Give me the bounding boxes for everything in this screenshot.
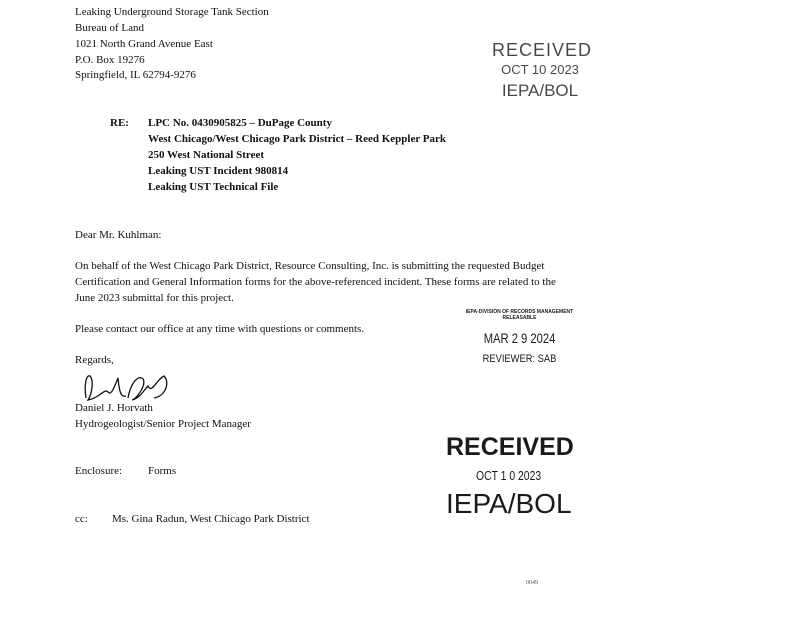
address-line: Leaking Underground Storage Tank Section (75, 6, 269, 18)
address-line: 1021 North Grand Avenue East (75, 38, 213, 50)
cc-label: cc: (75, 513, 88, 525)
address-line: P.O. Box 19276 (75, 54, 145, 66)
cc-value: Ms. Gina Radun, West Chicago Park District (112, 513, 310, 525)
stamp-office-text: IEPA/BOL (446, 488, 572, 519)
salutation: Dear Mr. Kuhlman: (75, 229, 162, 241)
signer-title: Hydrogeologist/Senior Project Manager (75, 418, 251, 430)
review-stamp-header: IEPA-DIVISION OF RECORDS MANAGEMENT (465, 309, 574, 315)
body-paragraph: On behalf of the West Chicago Park District, Resource Consulting, Inc. is submitting the requested Budget Certification and General Information forms for the above-referenced incident. These forms are related to the June 2023 submittal for this project. (75, 260, 556, 304)
stamp-date-text: OCT 1 0 2023 (476, 468, 542, 483)
re-label: RE: (110, 117, 129, 129)
signer-name: Daniel J. Horvath (75, 402, 153, 414)
re-line: West Chicago/West Chicago Park District – Reed Keppler Park (148, 133, 446, 145)
address-line: Bureau of Land (75, 22, 145, 34)
stamp-office-text: IEPA/BOL (501, 81, 579, 100)
enclosure-value: Forms (148, 465, 177, 477)
re-line: Leaking UST Technical File (148, 181, 279, 193)
received-stamp-top (492, 40, 593, 102)
page-mark: 0049 (526, 580, 538, 586)
contact-paragraph: Please contact our office at any time with questions or comments. (75, 323, 365, 335)
enclosure-label: Enclosure: (75, 465, 123, 477)
stamp-received-text: RECEIVED (446, 433, 574, 461)
review-stamp-subheader: RELEASABLE (502, 315, 537, 321)
received-stamp-bottom (446, 432, 581, 520)
re-line: Leaking UST Incident 980814 (148, 165, 289, 177)
stamp-received-text: RECEIVED (492, 40, 593, 60)
re-line: 250 West National Street (148, 149, 264, 161)
closing: Regards, (75, 354, 114, 366)
review-stamp-date: MAR 2 9 2024 (483, 330, 556, 346)
stamp-date-text: OCT 10 2023 (501, 62, 579, 77)
address-line: Springfield, IL 62794-9276 (75, 69, 196, 81)
re-line: LPC No. 0430905825 – DuPage County (148, 117, 332, 129)
review-stamp (452, 309, 587, 367)
review-stamp-reviewer: REVIEWER: SAB (482, 353, 557, 365)
